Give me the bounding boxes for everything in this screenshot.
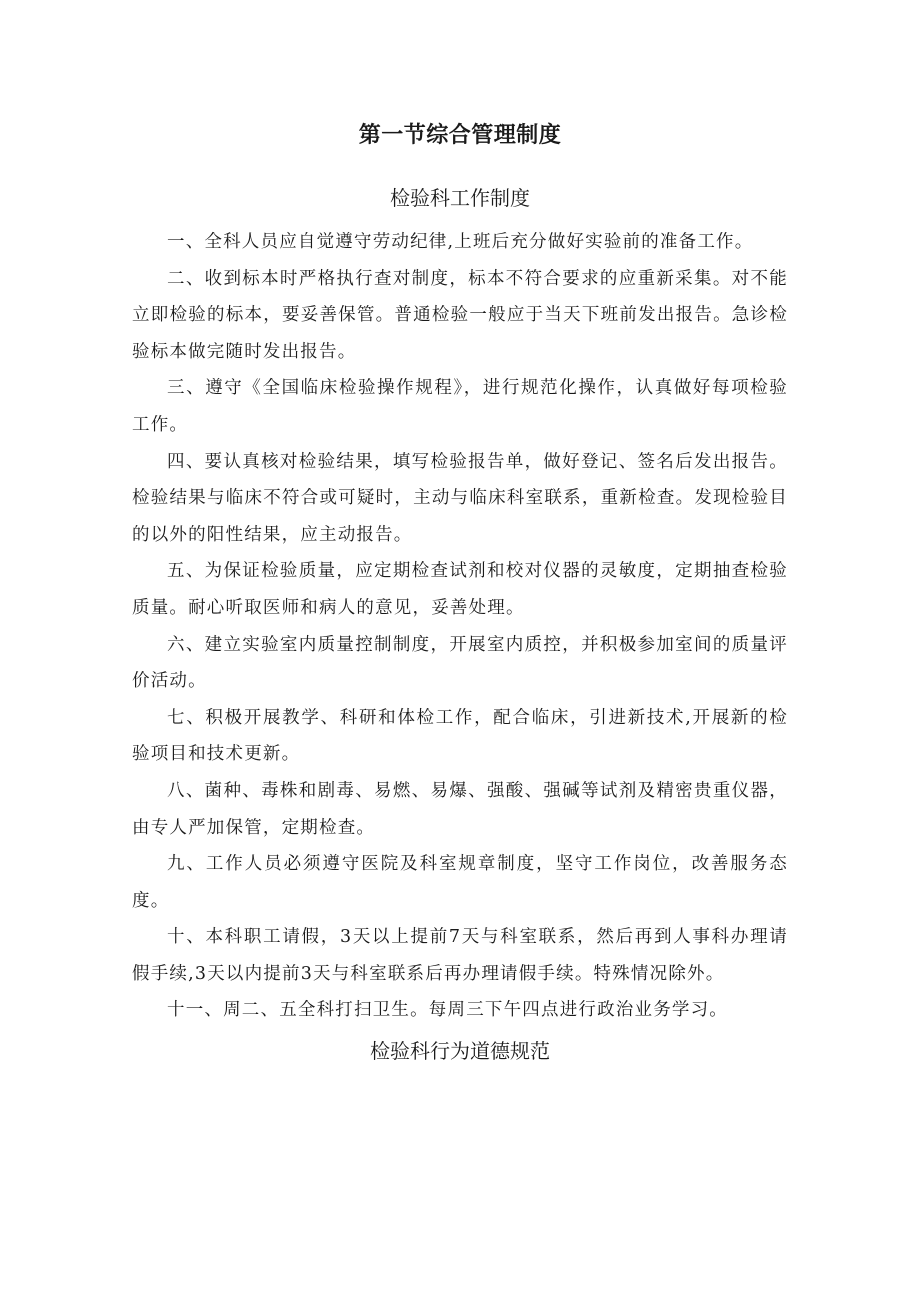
paragraph-3: 三、遵守《全国临床检验操作规程》，进行规范化操作，认真做好每项检验工作。 [132,378,788,435]
paragraph-2: 二、收到标本时严格执行查对制度，标本不符合要求的应重新采集。对不能立即检验的标本，要妥善保管。普通检验一般应于当天下班前发出报告。急诊检验标本做完随时发出报告。 [132,268,788,362]
section-title-work-rules: 检验科工作制度 [390,186,530,210]
paragraph-10: 十、本科职工请假，3天以上提前7天与科室联系，然后再到人事科办理请假手续,3天以内提前3天与科室联系后再办理请假手续。特殊情况除外。 [132,927,788,984]
paragraph-9: 九、工作人员必须遵守医院及科室规章制度，坚守工作岗位，改善服务态度。 [132,854,788,911]
document-page [132,118,788,1077]
paragraph-6: 六、建立实验室内质量控制制度，开展室内质控，并积极参加室间的质量评价活动。 [132,634,788,692]
paragraph-11: 十一、周二、五全科打扫卫生。每周三下午四点进行政治业务学习。 [167,1000,728,1021]
paragraph-8: 八、菌种、毒株和剧毒、易燃、易爆、强酸、强碱等试剂及精密贵重仪器，由专人严加保管，定期检查。 [132,780,788,838]
main-title: 第一节综合管理制度 [358,123,562,148]
paragraph-7: 七、积极开展教学、科研和体检工作，配合临床，引进新技术,开展新的检验项目和技术更新。 [132,707,788,765]
paragraph-5: 五、为保证检验质量，应定期检查试剂和校对仪器的灵敏度，定期抽查检验质量。耐心听取医师和病人的意见，妥善处理。 [132,561,788,618]
paragraph-4: 四、要认真核对检验结果，填写检验报告单，做好登记、签名后发出报告。检验结果与临床不符合或可疑时，主动与临床科室联系，重新检查。发现检验目的以外的阳性结果，应主动报告。 [132,451,788,545]
section-title-conduct-norms: 检验科行为道德规范 [370,1039,550,1064]
paragraph-1: 一、全科人员应自觉遵守劳动纪律,上班后充分做好实验前的准备工作。 [167,232,754,252]
